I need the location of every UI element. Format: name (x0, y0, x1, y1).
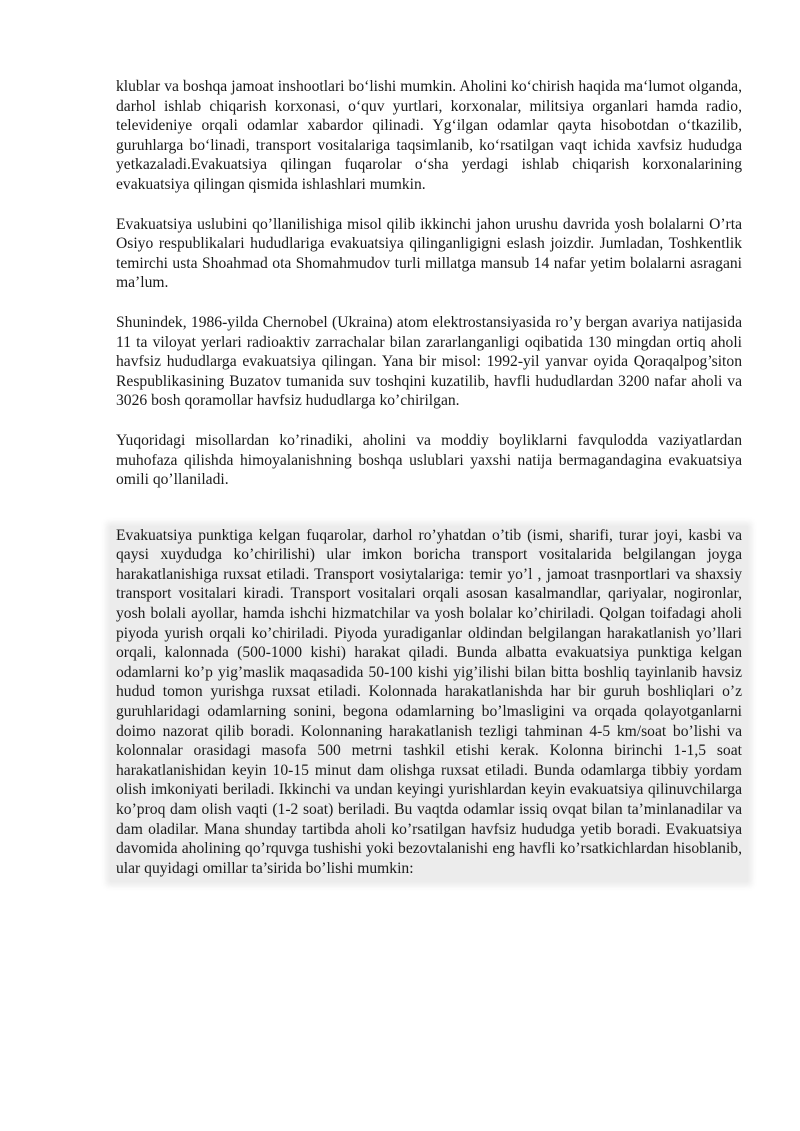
paragraph-evacuation-point: Evakuatsiya punktiga kelgan fuqarolar, darhol ro’yhatdan o’tib (ismi, sharifi, turar joyi, kasbi va qaysi xuydudga ko’chirilishi) ular imkon boricha transport vositalarida belgilangan joyga harakatlanishiga ruxsat etiladi. Transport vosiytalariga: temir yo’l , jamoat trasnportlari va shaxsiy transport vositalari kiradi. Transport vositalari orqali asosan kasalmandlar, qariyalar, nogironlar, yosh bolali ayollar, hamda ishchi hizmatchilar va yosh bolalar ko’chiriladi. Qolgan toifadagi aholi piyoda yurish orqali ko’chiriladi. Piyoda yuradiganlar oldindan belgilangan harakatlanish yo’llari orqali, kalonnada (500-1000 kishi) harakat qiladi. Bunda albatta evakuatsiya punktiga kelgan odamlarni ko’p yig’maslik maqasadida 50-100 kishi yig’ilishi bilan bitta boshliq tayinlanib havsiz hudud tomon yurishga ruxsat etiladi. Kolonnada harakatlanishda har bir guruh boshliqlari o’z guruhlaridagi odamlarning sonini, begona odamlarning bo’lmasligini va orqada qolayotganlarni doimo nazorat qilib boradi. Kolonnaning harakatlanish tezligi tahminan 4-5 km/soat bo’lishi va kolonnalar orasidagi masofa 500 metrni tashkil etishi kerak. Kolonna birinchi 1-1,5 soat harakatlanishidan keyin 10-15 minut dam olishga ruxsat etiladi. Bunda odamlarga tibbiy yordam olish imkoniyati beriladi. Ikkinchi va undan keyingi yurishlardan keyin evakuatsiya qilinuvchilarga ko’proq dam olish vaqti (1-2 soat) beriladi. Bu vaqtda odamlar issiq ovqat bilan ta’minlanadilar va dam oladilar. Mana shunday tartibda aholi ko’rsatilgan havfsiz hududga yetib boradi. Evakuatsiya davomida aholining qo’rquvga tushishi yoki bezovtalanishi eng havfli ko’rsatkichlardan hisoblanib, ular quyidagi omillar ta’sirida bo’lishi mumkin: (116, 526, 742, 877)
paragraph-ww2-example: Evakuatsiya uslubini qo’llanilishiga misol qilib ikkinchi jahon urushu davrida yosh bolalarni O’rta Osiyo respublikalari hududlariga evakuatsiya qilinganligigni eslash joizdir. Jumladan, Toshkentlik temirchi usta Shoahmad ota Shomahmudov turli millatga mansub 14 nafar yetim bolalarni asragani ma’lum. (116, 215, 742, 292)
paragraph-evacuation-notification: klublar va boshqa jamoat inshootlari bo‘lishi mumkin. Aholini ko‘chirish haqida ma‘lumot olganda, darhol ishlab chiqarish korxonasi, o‘quv yurtlari, korxonalar, militsiya organlari hamda radio, televideniye orqali odamlar xabardor qilinadi. Yg‘ilgan odamlar qayta hisobotdan o‘tkazilib, guruhlarga bo‘linadi, transport vositalariga taqsimlanib, ko‘rsatilgan vaqt ichida xavfsiz hududga yetkazaladi.Evakuatsiya qilingan fuqarolar o‘sha yerdagi ishlab chiqarish korxonalarining evakuatsiya qilingan qismida ishlashlari mumkin. (116, 78, 742, 193)
paragraph-chernobyl-example: Shunindek, 1986-yilda Chernobel (Ukraina) atom elektrostansiyasida ro’y bergan avariya natijasida 11 ta viloyat yerlari radioaktiv zarrachalar bilan zararlanganligi oqibatida 130 mingdan ortiq aholi havfsiz hududlarga evakuatsiya qilingan. Yana bir misol: 1992-yil yanvar oyida Qoraqalpog’siton Respublikasining Buzatov tumanida suv toshqini kuzatilib, havfli hududlardan 3200 nafar aholi va 3026 bosh qoramollar havfsiz hududlarga ko’chirilgan. (116, 313, 742, 410)
shaded-section (110, 526, 748, 883)
paragraph-conclusion: Yuqoridagi misollardan ko’rinadiki, aholini va moddiy boyliklarni favqulodda vaziyatlardan muhofaza qilishda himoyalanishning boshqa uslublari yaxshi natija bermagandagina evakuatsiya omili qo’llaniladi. (116, 431, 742, 489)
document-page (116, 77, 742, 882)
